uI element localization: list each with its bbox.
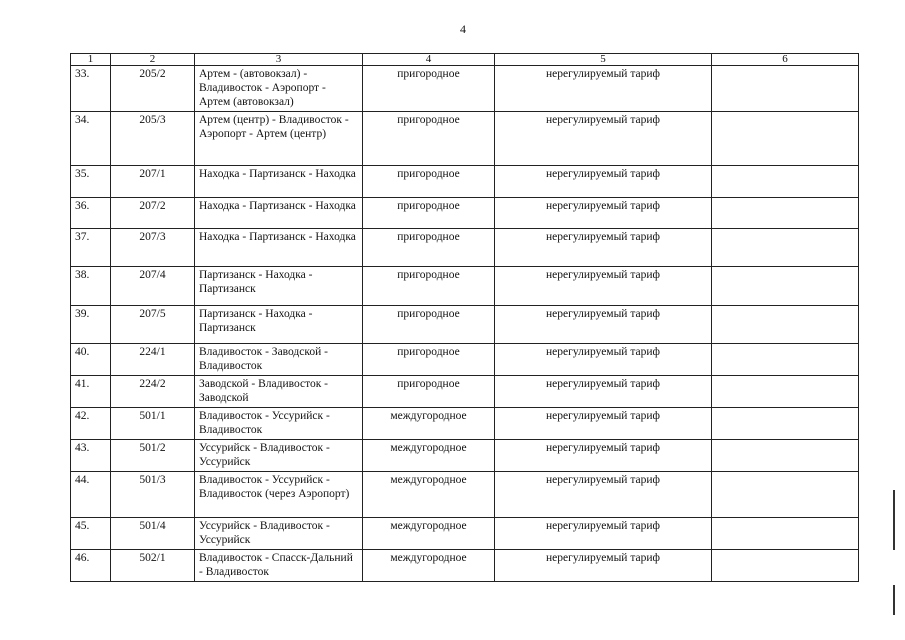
table-row: [71, 344, 859, 376]
row-number: 40.: [71, 344, 111, 376]
route-note: [712, 518, 859, 550]
row-number: 41.: [71, 376, 111, 408]
column-header-code: 2: [111, 54, 195, 66]
route-name: Владивосток - Уссурийск - Владивосток: [195, 408, 363, 440]
table-row: [71, 198, 859, 229]
route-code: 224/1: [111, 344, 195, 376]
row-number: 34.: [71, 112, 111, 166]
table-row: [71, 229, 859, 267]
route-tariff: нерегулируемый тариф: [495, 518, 712, 550]
route-type: пригородное: [363, 166, 495, 198]
route-name: Владивосток - Спасск-Дальний - Владивосток: [195, 550, 363, 582]
route-type: пригородное: [363, 198, 495, 229]
table-row: [71, 306, 859, 344]
route-type: пригородное: [363, 344, 495, 376]
row-number: 38.: [71, 267, 111, 306]
table-row: [71, 166, 859, 198]
table-row: [71, 267, 859, 306]
route-note: [712, 198, 859, 229]
route-tariff: нерегулируемый тариф: [495, 408, 712, 440]
routes-table: [70, 53, 859, 582]
route-tariff: нерегулируемый тариф: [495, 166, 712, 198]
route-tariff: нерегулируемый тариф: [495, 267, 712, 306]
route-note: [712, 440, 859, 472]
row-number: 36.: [71, 198, 111, 229]
route-tariff: нерегулируемый тариф: [495, 306, 712, 344]
route-tariff: нерегулируемый тариф: [495, 550, 712, 582]
route-code: 224/2: [111, 376, 195, 408]
route-type: междугородное: [363, 440, 495, 472]
route-name: Артем - (автовокзал) - Владивосток - Аэропорт - Артем (автовокзал): [195, 66, 363, 112]
route-name: Владивосток - Уссурийск - Владивосток (через Аэропорт): [195, 472, 363, 518]
route-code: 501/2: [111, 440, 195, 472]
route-tariff: нерегулируемый тариф: [495, 112, 712, 166]
route-type: междугородное: [363, 408, 495, 440]
table-row: [71, 66, 859, 112]
table-row: [71, 518, 859, 550]
table-row: [71, 440, 859, 472]
route-name: Партизанск - Находка - Партизанск: [195, 306, 363, 344]
route-note: [712, 112, 859, 166]
route-type: междугородное: [363, 472, 495, 518]
column-header-route: 3: [195, 54, 363, 66]
route-code: 501/1: [111, 408, 195, 440]
scan-edge-mark: [893, 490, 895, 550]
route-code: 207/5: [111, 306, 195, 344]
route-tariff: нерегулируемый тариф: [495, 229, 712, 267]
route-tariff: нерегулируемый тариф: [495, 376, 712, 408]
row-number: 43.: [71, 440, 111, 472]
route-name: Находка - Партизанск - Находка: [195, 166, 363, 198]
table-row: [71, 408, 859, 440]
table-row: [71, 472, 859, 518]
table-row: [71, 376, 859, 408]
scan-edge-mark: [893, 585, 895, 615]
route-name: Находка - Партизанск - Находка: [195, 198, 363, 229]
route-tariff: нерегулируемый тариф: [495, 440, 712, 472]
row-number: 33.: [71, 66, 111, 112]
route-name: Уссурийск - Владивосток - Уссурийск: [195, 518, 363, 550]
route-name: Находка - Партизанск - Находка: [195, 229, 363, 267]
route-type: пригородное: [363, 112, 495, 166]
route-note: [712, 166, 859, 198]
route-name: Владивосток - Заводской - Владивосток: [195, 344, 363, 376]
route-tariff: нерегулируемый тариф: [495, 66, 712, 112]
route-note: [712, 344, 859, 376]
row-number: 42.: [71, 408, 111, 440]
route-tariff: нерегулируемый тариф: [495, 198, 712, 229]
route-note: [712, 66, 859, 112]
table-header-row: [71, 54, 859, 66]
route-type: междугородное: [363, 518, 495, 550]
column-header-number: 1: [71, 54, 111, 66]
route-type: пригородное: [363, 306, 495, 344]
route-name: Артем (центр) - Владивосток - Аэропорт - Артем (центр): [195, 112, 363, 166]
route-code: 207/1: [111, 166, 195, 198]
route-type: пригородное: [363, 267, 495, 306]
route-note: [712, 472, 859, 518]
column-header-note: 6: [712, 54, 859, 66]
row-number: 37.: [71, 229, 111, 267]
route-note: [712, 408, 859, 440]
route-name: Партизанск - Находка - Партизанск: [195, 267, 363, 306]
route-code: 502/1: [111, 550, 195, 582]
route-code: 205/3: [111, 112, 195, 166]
row-number: 45.: [71, 518, 111, 550]
column-header-type: 4: [363, 54, 495, 66]
route-code: 207/3: [111, 229, 195, 267]
table-row: [71, 550, 859, 582]
route-note: [712, 376, 859, 408]
route-note: [712, 550, 859, 582]
table-row: [71, 112, 859, 166]
route-type: пригородное: [363, 66, 495, 112]
row-number: 44.: [71, 472, 111, 518]
route-type: пригородное: [363, 376, 495, 408]
column-header-tariff: 5: [495, 54, 712, 66]
route-note: [712, 306, 859, 344]
route-note: [712, 229, 859, 267]
route-note: [712, 267, 859, 306]
row-number: 39.: [71, 306, 111, 344]
page-number: 4: [460, 22, 466, 36]
route-code: 501/4: [111, 518, 195, 550]
route-name: Уссурийск - Владивосток - Уссурийск: [195, 440, 363, 472]
route-type: пригородное: [363, 229, 495, 267]
route-tariff: нерегулируемый тариф: [495, 344, 712, 376]
route-name: Заводской - Владивосток - Заводской: [195, 376, 363, 408]
route-code: 501/3: [111, 472, 195, 518]
route-tariff: нерегулируемый тариф: [495, 472, 712, 518]
route-code: 207/4: [111, 267, 195, 306]
route-code: 205/2: [111, 66, 195, 112]
row-number: 35.: [71, 166, 111, 198]
row-number: 46.: [71, 550, 111, 582]
route-code: 207/2: [111, 198, 195, 229]
route-type: междугородное: [363, 550, 495, 582]
